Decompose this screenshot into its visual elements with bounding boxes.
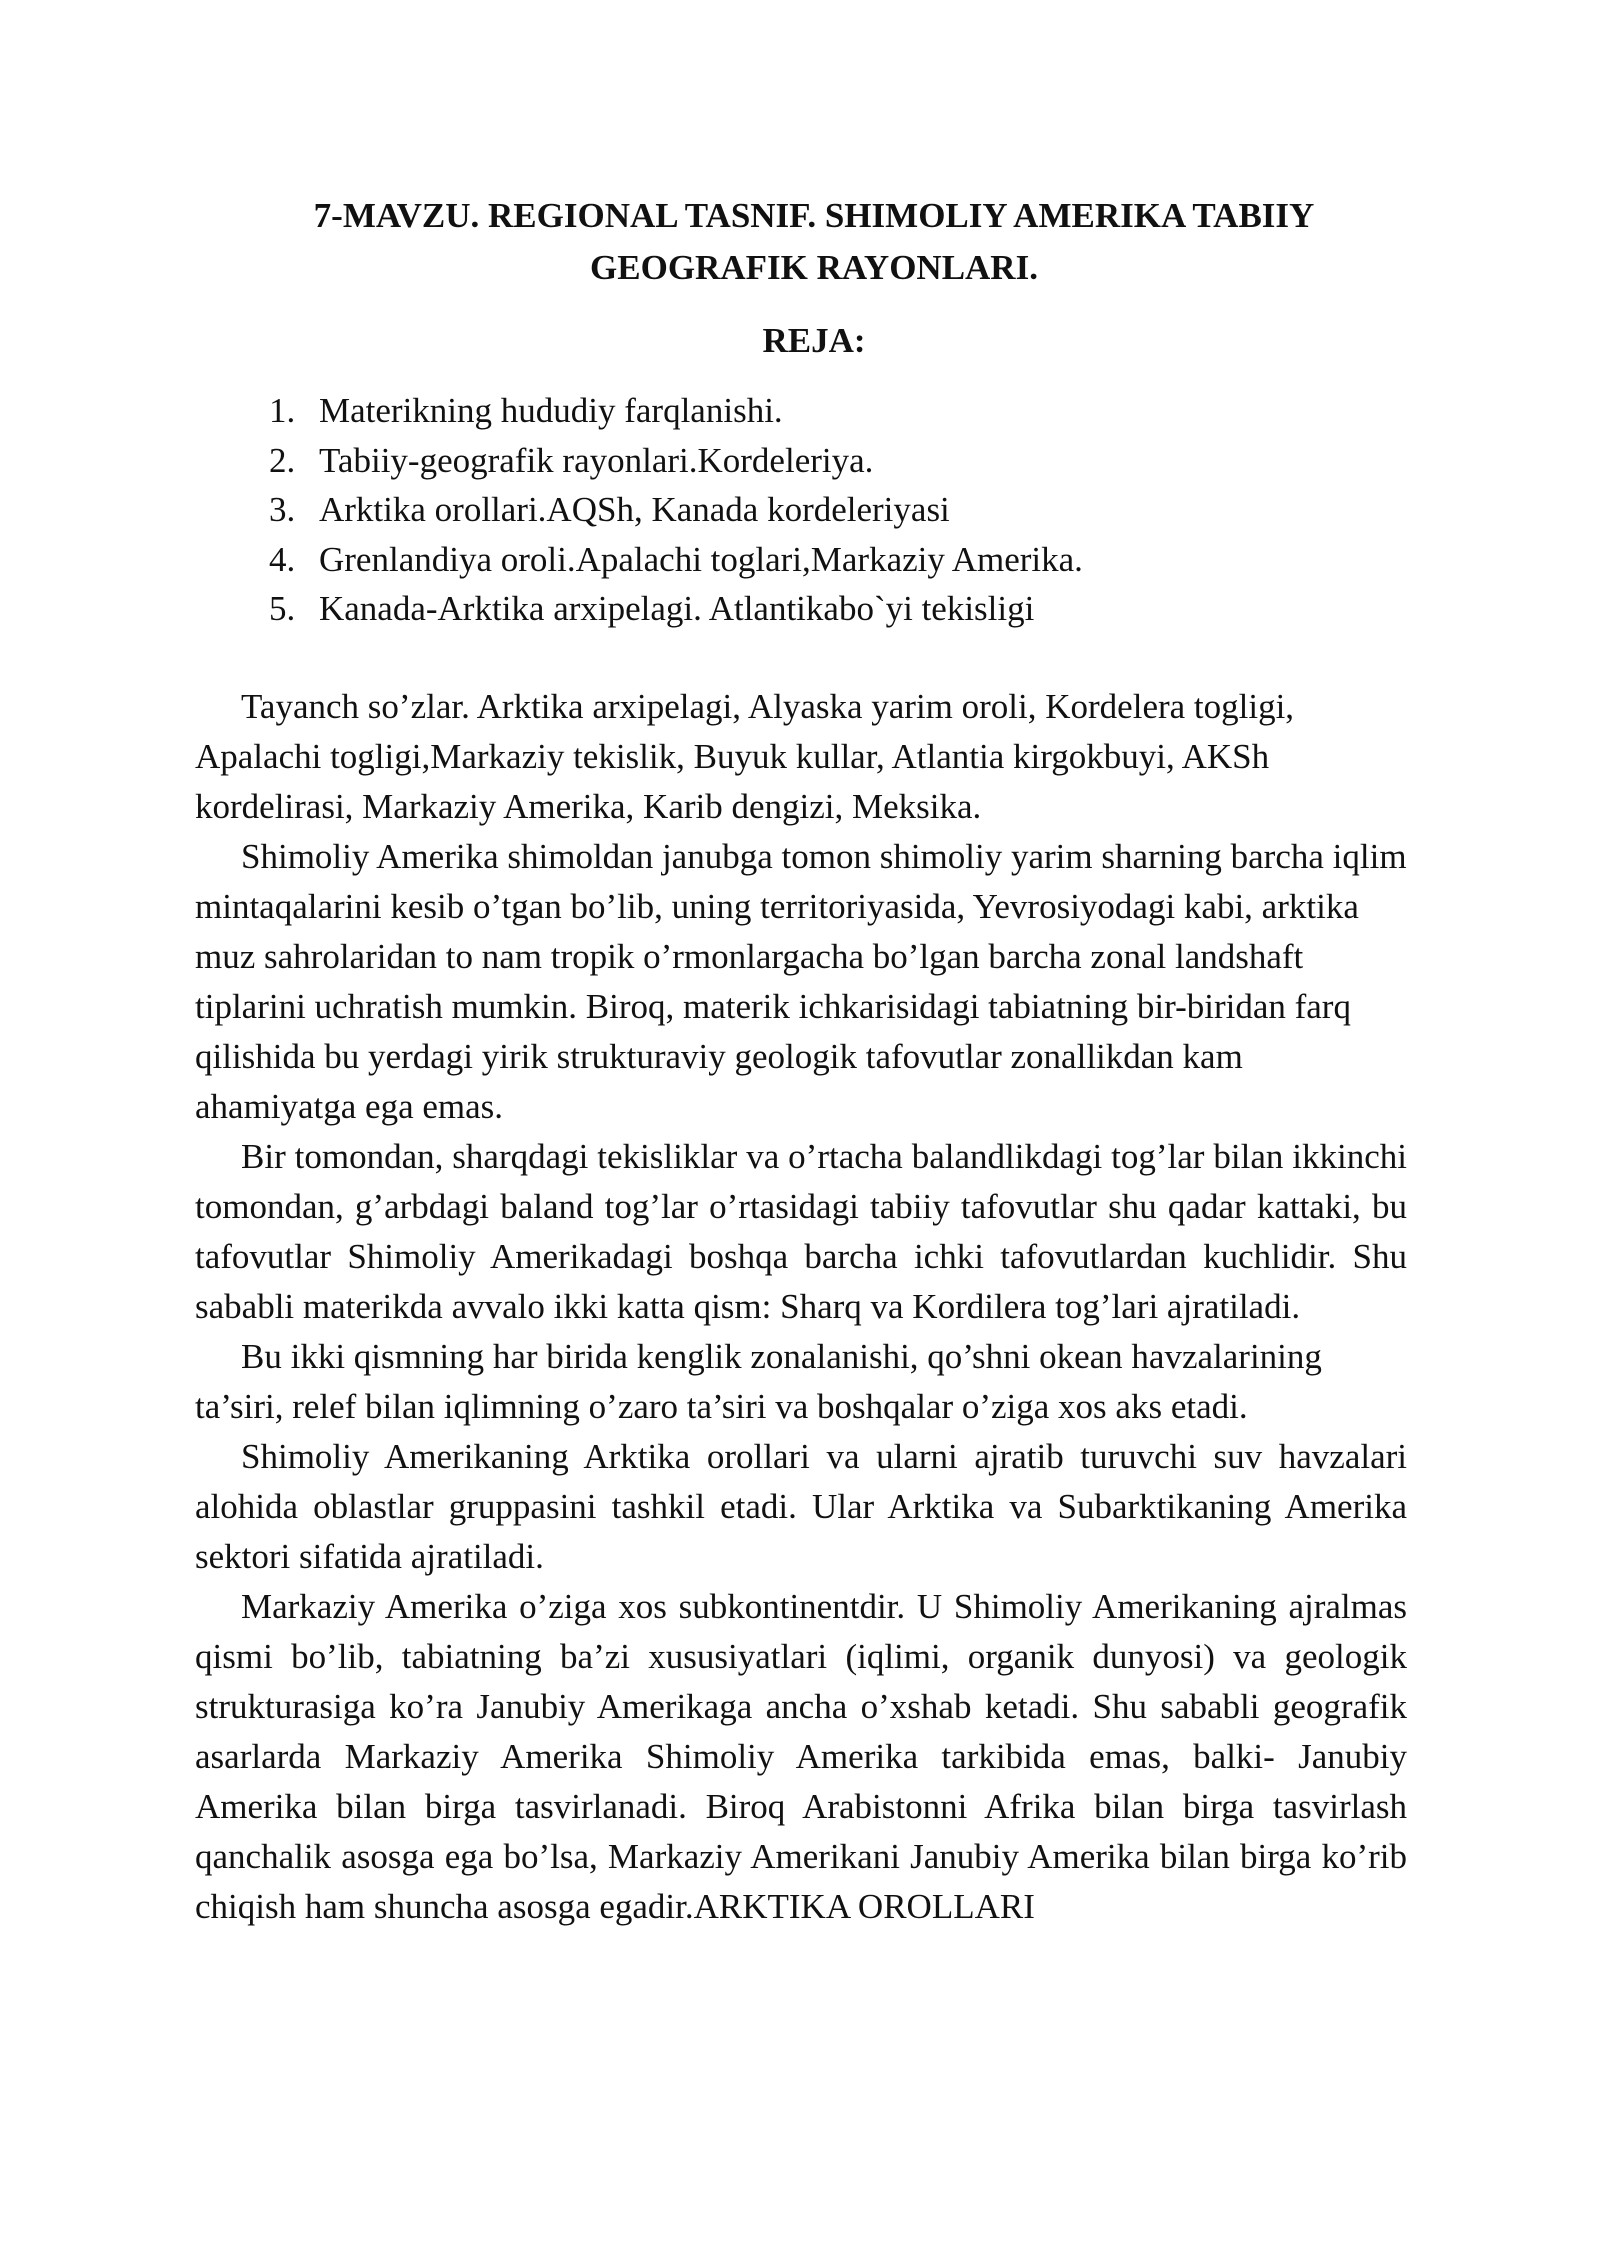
plan-item-number: 2.	[269, 440, 296, 480]
plan-item-number: 4.	[269, 539, 296, 579]
plan-item-number: 1.	[269, 391, 296, 430]
title-line-2: GEOGRAFIK RAYONLARI.	[590, 248, 1038, 287]
plan-list	[195, 386, 1407, 634]
document-title	[195, 190, 1407, 294]
body-paragraph: Bir tomondan, sharqdagi tekisliklar va o’rtacha balandlikdagi tog’lar bilan ikkinchi tomondan, g’arbdagi baland tog’lar o’rtasidagi tabiiy tafovutlar shu qadar kattaki, bu tafovutlar Shimoliy Amerikadagi boshqa barcha ichki tafovutlardan kuchlidir. Shu sababli materikda avvalo ikki katta qism: Sharq va Kordilera tog’lari ajratiladi.	[195, 1136, 1407, 1326]
document-page	[195, 190, 1407, 1932]
plan-item-number: 5.	[269, 589, 296, 628]
body-paragraph: Bu ikki qismning har birida kenglik zonalanishi, qo’shni okean havzalarining ta’siri, relef bilan iqlimning o’zaro ta’siri va boshqalar o’ziga xos aks etadi.	[195, 1336, 1322, 1426]
plan-item-number: 3.	[269, 490, 296, 529]
body-paragraph: Markaziy Amerika o’ziga xos subkontinentdir. U Shimoliy Amerikaning ajralmas qismi bo’lib, tabiatning ba’zi xususiyatlari (iqlimi, organik dunyosi) va geologik strukturasiga ko’ra Janubiy Amerikaga ancha o’xshab ketadi. Shu sababli geografik asarlarda Markaziy Amerika Shimoliy Amerika tarkibida emas, balki- Janubiy Amerika bilan birga tasvirlanadi. Biroq Arabistonni Afrika bilan birga tasvirlash qanchalik asosga ega bo’lsa, Markaziy Amerikani Janubiy Amerika bilan birga ko’rib chiqish ham shuncha asosga egadir.ARKTIKA OROLLARI	[195, 1586, 1407, 1926]
body-text	[195, 682, 1407, 1932]
plan-item-text: Grenlandiya oroli.Apalachi toglari,Markaziy Amerika.	[319, 539, 1083, 579]
title-line-1: 7-MAVZU. REGIONAL TASNIF. SHIMOLIY AMERIKA TABIIY	[313, 196, 1315, 235]
plan-item	[269, 485, 1407, 535]
plan-item	[269, 436, 1407, 486]
plan-item	[269, 535, 1407, 585]
plan-heading: REJA:	[762, 321, 866, 360]
plan-item	[269, 584, 1407, 634]
keywords-paragraph: Tayanch so’zlar. Arktika arxipelagi, Alyaska yarim oroli, Kordelera togligi, Apalachi togligi,Markaziy tekislik, Buyuk kullar, Atlantia kirgokbuyi, AKSh kordelirasi, Markaziy Amerika, Karib dengizi, Meksika.	[195, 686, 1295, 826]
plan-item-text: Arktika orollari.AQSh, Kanada kordeleriyasi	[319, 490, 950, 529]
plan-item-text: Kanada-Arktika arxipelagi. Atlantikabo`yi tekisligi	[319, 589, 1035, 628]
plan-item-text: Materikning hududiy farqlanishi.	[319, 391, 783, 430]
body-paragraph: Shimoliy Amerika shimoldan janubga tomon shimoliy yarim sharning barcha iqlim mintaqalarini kesib o’tgan bo’lib, uning territoriyasida, Yevrosiyodagi kabi, arktika muz sahrolaridan to nam tropik o’rmonlargacha bo’lgan barcha zonal landshaft tiplarini uchratish mumkin. Biroq, materik ichkarisidagi tabiatning bir-biridan farq qilishida bu yerdagi yirik strukturaviy geologik tafovutlar zonallikdan kam ahamiyatga ega emas.	[195, 836, 1407, 1126]
plan-item	[269, 386, 1407, 436]
body-paragraph: Shimoliy Amerikaning Arktika orollari va ularni ajratib turuvchi suv havzalari alohida oblastlar gruppasini tashkil etadi. Ular Arktika va Subarktikaning Amerika sektori sifatida ajratiladi.	[195, 1436, 1407, 1576]
plan-item-text: Tabiiy-geografik rayonlari.Kordeleriya.	[319, 440, 874, 480]
